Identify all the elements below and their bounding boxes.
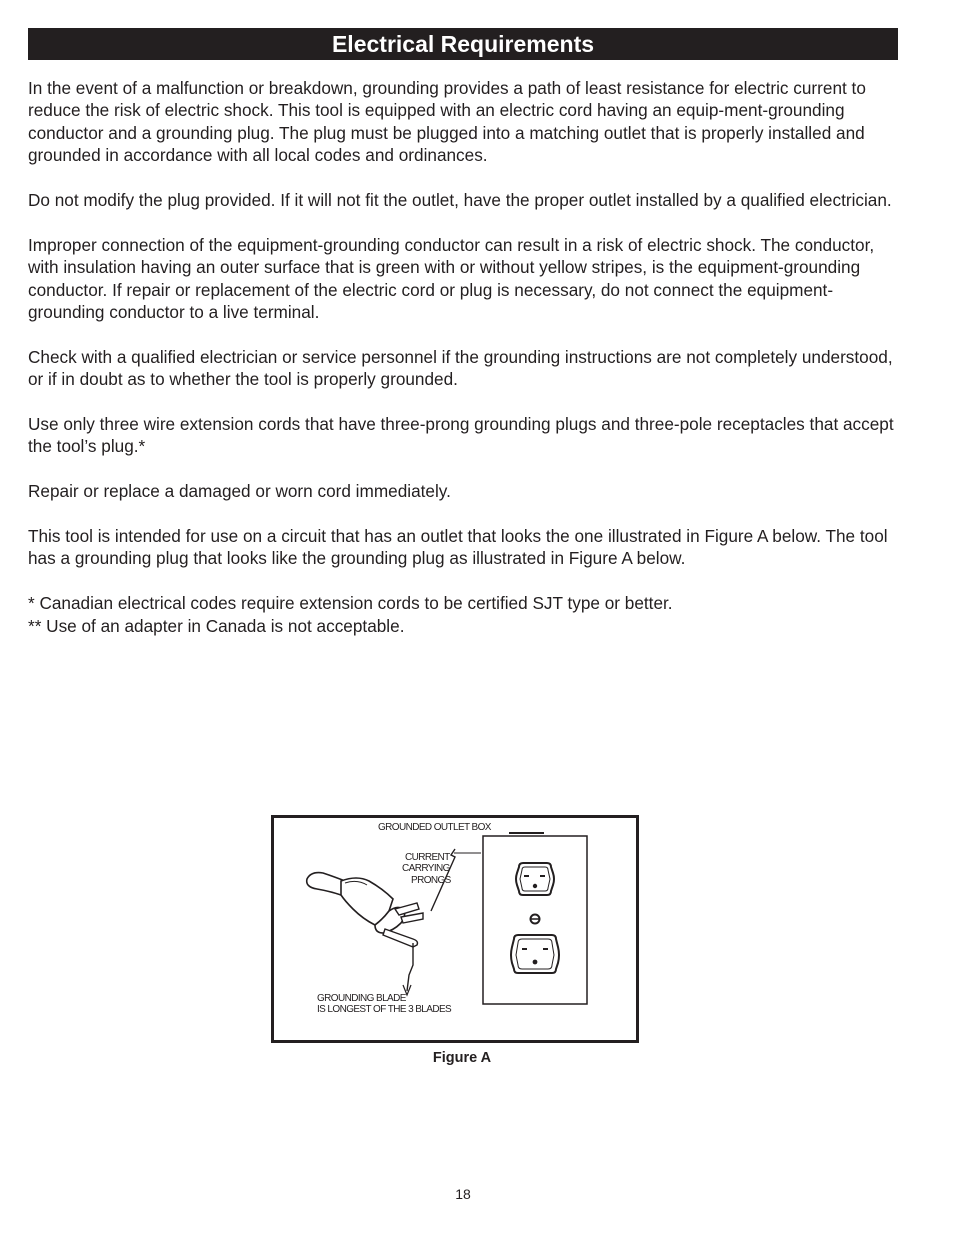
paragraph-repair-cord: Repair or replace a damaged or worn cord immediately. [28, 481, 451, 502]
section-title: Electrical Requirements [28, 28, 898, 60]
label-blade-line1: GROUNDING BLADE [317, 993, 406, 1004]
figure-caption: Figure A [432, 1050, 492, 1066]
outlet-plate [483, 833, 587, 1004]
figure-a-illustration [271, 815, 639, 1043]
label-prongs-line3: PRONGS [411, 875, 451, 886]
paragraph-grounding-purpose: In the event of a malfunction or breakdown, grounding provides a path of least resistance for electric current to reduce the risk of electric shock. This tool is equipped with an electric cord having an equip-ment-grounding conductor and a grounding plug. The plug must be plugged into a matching outlet that is properly installed and grounded in accordance with all local codes and ordinances. [28, 78, 866, 166]
paragraph-check-electrician: Check with a qualified electrician or service personnel if the grounding instructions are not completely understood, or if in doubt as to whether the tool is properly grounded. [28, 346, 893, 390]
paragraph-circuit-outlet: This tool is intended for use on a circuit that has an outlet that looks the one illustrated in Figure A below. The tool has a grounding plug that looks like the grounding plug as illustrated in Figure A below. [28, 526, 888, 569]
footnote-canadian-codes: * Canadian electrical codes require extension cords to be certified SJT type or better. [28, 593, 673, 614]
receptacle-top [516, 863, 554, 895]
label-prongs-line1: CURRENT [405, 852, 450, 863]
label-prongs-line2: CARRYING [402, 863, 450, 874]
label-grounded-outlet-box: GROUNDED OUTLET BOX [378, 822, 491, 833]
paragraph-extension-cords: Use only three wire extension cords that have three-prong grounding plugs and three-pole receptacles that accept the tool’s plug.* [28, 414, 894, 457]
figure-a-svg [271, 815, 639, 1043]
footnote-adapter: ** Use of an adapter in Canada is not acceptable. [28, 615, 405, 636]
paragraph-do-not-modify: Do not modify the plug provided. If it will not fit the outlet, have the proper outlet installed by a qualified electrician. [28, 190, 892, 211]
paragraph-improper-connection: Improper connection of the equipment-grounding conductor can result in a risk of electric shock. The conductor, with insulation having an outer surface that is green with or without yellow stripes, is the equipment-grounding conductor. If repair or replacement of the electric cord or plug is necessary, do not connect the equipment-grounding conductor to a live terminal. [28, 234, 875, 323]
label-blade-line2: IS LONGEST OF THE 3 BLADES [317, 1004, 452, 1015]
receptacle-bottom [511, 935, 559, 973]
center-screw [531, 915, 540, 924]
page-number: 18 [455, 1186, 471, 1202]
body-text [28, 77, 908, 637]
